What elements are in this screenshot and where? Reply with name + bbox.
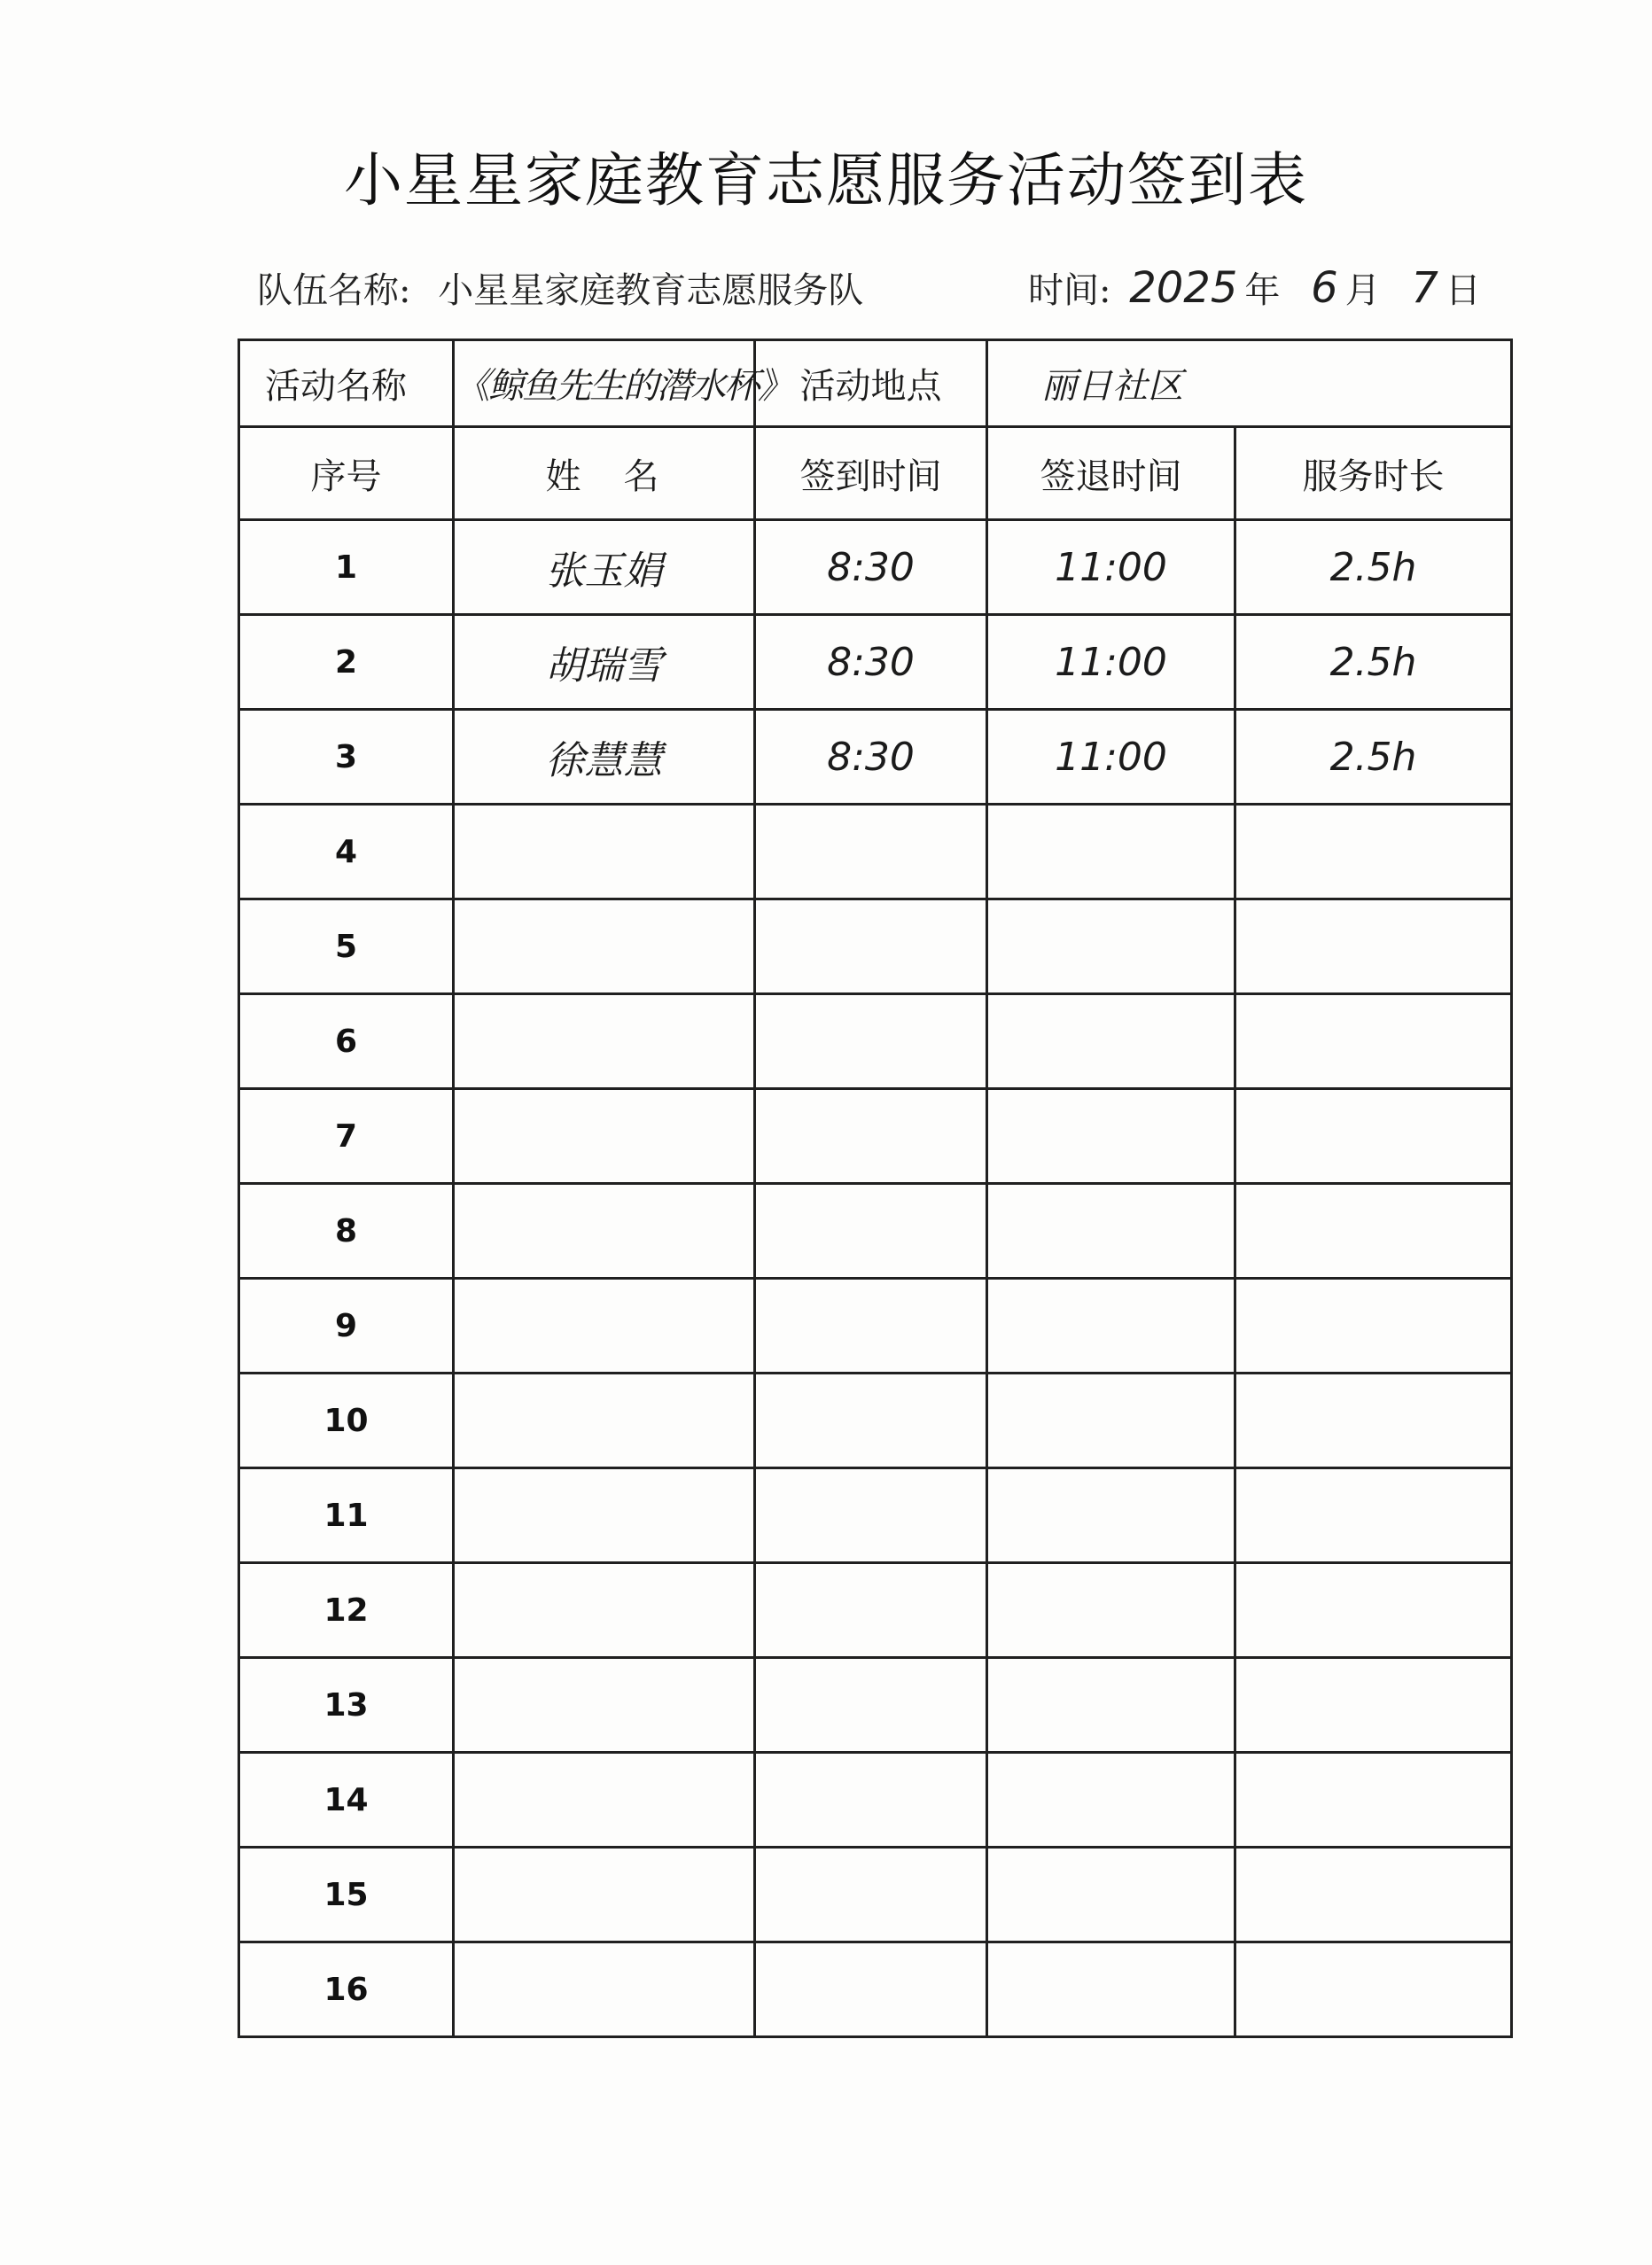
row-index-cell: 5 <box>239 899 454 994</box>
row-sign-out-cell <box>987 1468 1235 1563</box>
row-name-cell <box>454 1279 755 1374</box>
team-label: 队伍名称: <box>257 270 411 311</box>
row-duration-cell: 2.5h <box>1235 710 1512 805</box>
row-duration-cell: 2.5h <box>1235 520 1512 615</box>
row-index-cell: 14 <box>239 1753 454 1848</box>
table-row <box>239 1468 1512 1563</box>
date-day: 7 <box>1411 263 1438 313</box>
date-day-unit: 日 <box>1445 270 1481 311</box>
row-sign-out-cell: 11:00 <box>987 615 1235 710</box>
row-index-cell: 10 <box>239 1374 454 1468</box>
row-sign-out-cell <box>987 994 1235 1089</box>
row-index-cell: 11 <box>239 1468 454 1563</box>
row-sign-in-cell: 8:30 <box>755 615 987 710</box>
row-sign-in-cell: 8:30 <box>755 710 987 805</box>
date-year-unit: 年 <box>1244 270 1281 311</box>
column-header-row <box>239 427 1512 520</box>
row-sign-in-cell <box>755 1468 987 1563</box>
date-month-unit: 月 <box>1344 270 1381 311</box>
table-row <box>239 1563 1512 1658</box>
row-sign-in-cell <box>755 805 987 899</box>
table-row <box>239 1658 1512 1753</box>
row-name-cell <box>454 805 755 899</box>
table-row <box>239 1374 1512 1468</box>
row-index-cell: 13 <box>239 1658 454 1753</box>
row-duration-cell <box>1235 1374 1512 1468</box>
row-sign-out-cell: 11:00 <box>987 710 1235 805</box>
row-index-cell: 7 <box>239 1089 454 1184</box>
row-name-cell <box>454 994 755 1089</box>
sign-in-table <box>238 339 1513 2038</box>
table-row <box>239 1184 1512 1279</box>
row-index-cell: 2 <box>239 615 454 710</box>
row-name-cell <box>454 1374 755 1468</box>
row-duration-cell <box>1235 1563 1512 1658</box>
column-header-index: 序号 <box>239 427 454 520</box>
row-index-cell: 4 <box>239 805 454 899</box>
table-row <box>239 710 1512 805</box>
row-sign-out-cell <box>987 1942 1235 2037</box>
row-sign-out-cell <box>987 1374 1235 1468</box>
row-sign-in-cell <box>755 1184 987 1279</box>
column-header-sign-out: 签退时间 <box>987 427 1235 520</box>
activity-name-value: 《鲸鱼先生的潜水杯》 <box>454 340 755 427</box>
team-line <box>257 262 863 313</box>
row-duration-cell <box>1235 1279 1512 1374</box>
date-month: 6 <box>1311 263 1338 313</box>
table-row <box>239 520 1512 615</box>
activity-location-value: 丽日社区 <box>987 340 1512 427</box>
row-sign-out-cell <box>987 805 1235 899</box>
row-duration-cell <box>1235 899 1512 994</box>
row-duration-cell <box>1235 1184 1512 1279</box>
row-sign-in-cell <box>755 899 987 994</box>
row-sign-in-cell <box>755 1753 987 1848</box>
row-sign-out-cell <box>987 1279 1235 1374</box>
row-sign-in-cell <box>755 1279 987 1374</box>
row-name-cell: 胡瑞雪 <box>454 615 755 710</box>
column-header-name: 姓 名 <box>454 427 755 520</box>
activity-info-row <box>239 340 1512 427</box>
table-row <box>239 899 1512 994</box>
row-duration-cell <box>1235 1753 1512 1848</box>
row-sign-out-cell <box>987 899 1235 994</box>
row-index-cell: 9 <box>239 1279 454 1374</box>
table-row <box>239 805 1512 899</box>
sheet-title: 小星星家庭教育志愿服务活动签到表 <box>344 146 1308 214</box>
table-row <box>239 1942 1512 2037</box>
row-duration-cell <box>1235 994 1512 1089</box>
date-label: 时间: <box>1028 270 1111 311</box>
column-header-sign-in: 签到时间 <box>755 427 987 520</box>
row-sign-out-cell <box>987 1184 1235 1279</box>
row-name-cell: 徐慧慧 <box>454 710 755 805</box>
row-sign-out-cell <box>987 1563 1235 1658</box>
row-duration-cell <box>1235 1089 1512 1184</box>
row-index-cell: 3 <box>239 710 454 805</box>
table-row <box>239 1848 1512 1942</box>
row-name-cell <box>454 1753 755 1848</box>
row-duration-cell <box>1235 1942 1512 2037</box>
row-duration-cell <box>1235 1658 1512 1753</box>
date-year: 2025 <box>1129 263 1238 313</box>
row-index-cell: 16 <box>239 1942 454 2037</box>
row-index-cell: 15 <box>239 1848 454 1942</box>
row-index-cell: 12 <box>239 1563 454 1658</box>
activity-name-label: 活动名称 <box>239 340 454 427</box>
row-sign-in-cell <box>755 1089 987 1184</box>
row-name-cell <box>454 899 755 994</box>
row-sign-out-cell: 11:00 <box>987 520 1235 615</box>
row-name-cell <box>454 1184 755 1279</box>
row-name-cell <box>454 1942 755 2037</box>
row-duration-cell: 2.5h <box>1235 615 1512 710</box>
row-sign-in-cell: 8:30 <box>755 520 987 615</box>
table-row <box>239 1279 1512 1374</box>
row-sign-out-cell <box>987 1089 1235 1184</box>
row-index-cell: 8 <box>239 1184 454 1279</box>
row-sign-in-cell <box>755 1848 987 1942</box>
row-duration-cell <box>1235 1468 1512 1563</box>
row-name-cell <box>454 1089 755 1184</box>
row-duration-cell <box>1235 1848 1512 1942</box>
date-line <box>1028 262 1481 313</box>
activity-location-label: 活动地点 <box>755 340 987 427</box>
row-sign-out-cell <box>987 1753 1235 1848</box>
team-value: 小星星家庭教育志愿服务队 <box>438 270 864 311</box>
row-sign-in-cell <box>755 1374 987 1468</box>
row-sign-out-cell <box>987 1658 1235 1753</box>
row-sign-in-cell <box>755 1942 987 2037</box>
row-duration-cell <box>1235 805 1512 899</box>
row-sign-in-cell <box>755 1658 987 1753</box>
table-row <box>239 615 1512 710</box>
table-row <box>239 1089 1512 1184</box>
row-name-cell <box>454 1658 755 1753</box>
row-name-cell: 张玉娟 <box>454 520 755 615</box>
row-name-cell <box>454 1848 755 1942</box>
row-sign-in-cell <box>755 1563 987 1658</box>
row-sign-in-cell <box>755 994 987 1089</box>
table-row <box>239 994 1512 1089</box>
row-index-cell: 1 <box>239 520 454 615</box>
row-sign-out-cell <box>987 1848 1235 1942</box>
row-name-cell <box>454 1468 755 1563</box>
column-header-duration: 服务时长 <box>1235 427 1512 520</box>
table-row <box>239 1753 1512 1848</box>
row-name-cell <box>454 1563 755 1658</box>
row-index-cell: 6 <box>239 994 454 1089</box>
